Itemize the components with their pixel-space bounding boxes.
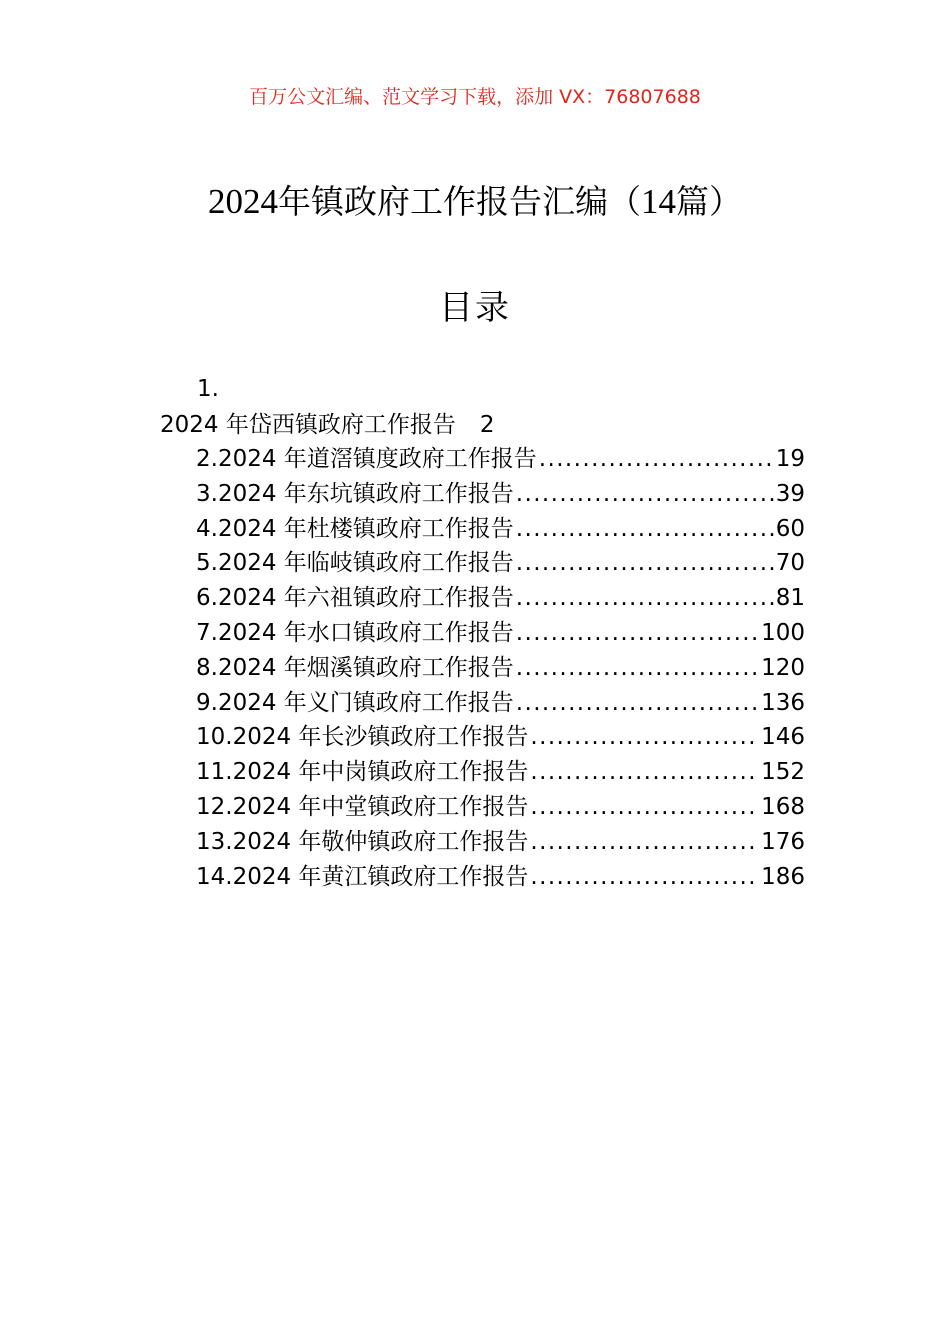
title-text: 年镇政府工作报告汇编（ [278,182,641,221]
toc-leader-dots [516,546,774,581]
toc-entry[interactable] [196,825,805,860]
toc-entry-title: 2024 年岱西镇政府工作报告 [160,412,456,438]
toc-entry-title: 4.2024 年杜楼镇政府工作报告 [196,515,514,542]
toc-entry-title: 8.2024 年烟溪镇政府工作报告 [196,654,514,681]
toc-entry-title: 14.2024 年黄江镇政府工作报告 [196,863,529,890]
toc-entry[interactable] [196,616,805,651]
toc-entry-page: 152 [761,759,805,786]
toc-entry[interactable] [196,686,805,721]
toc-entry-page: 146 [761,724,805,751]
toc-entry[interactable] [196,442,805,477]
toc-entry-title: 3.2024 年东坑镇政府工作报告 [196,480,514,507]
toc-leader-dots [530,790,759,825]
toc-leader-dots [516,651,759,686]
title-year: 2024 [208,182,278,221]
toc-entry[interactable] [196,512,805,547]
toc-leader-dots [530,825,759,860]
toc-leader-dots [516,477,774,512]
toc-entry-page: 100 [761,619,805,646]
toc-entry-page: 81 [775,585,805,612]
document-title [0,178,950,226]
toc-entry-page: 168 [761,793,805,820]
toc-leader-dots [516,512,774,547]
toc-entry-title: 13.2024 年敬仲镇政府工作报告 [196,828,529,855]
toc-entry-title: 5.2024 年临岐镇政府工作报告 [196,550,514,577]
toc-list [196,442,805,894]
toc-entry[interactable] [196,651,805,686]
toc-entry-title: 6.2024 年六祖镇政府工作报告 [196,585,514,612]
toc-entry[interactable] [196,755,805,790]
toc-entry[interactable] [196,581,805,616]
toc-leader-dots [530,720,759,755]
toc-entry-title: 11.2024 年中岗镇政府工作报告 [196,759,529,786]
title-tail: 篇） [676,182,742,221]
toc-entry[interactable] [196,546,805,581]
toc-entry-title: 10.2024 年长沙镇政府工作报告 [196,724,529,751]
toc-entry-page: 176 [761,828,805,855]
watermark-text: 百万公文汇编、范文学习下载，添加 VX：76807688 [249,86,701,108]
toc-leader-dots [530,860,759,895]
toc-entry-title: 7.2024 年水口镇政府工作报告 [196,619,514,646]
toc-entry-page: 19 [775,446,805,472]
toc-heading: 目录 [439,288,511,328]
toc-entry-page: 39 [775,480,805,507]
toc-entry[interactable] [196,720,805,755]
toc-entry-page: 70 [775,550,805,577]
toc-entry[interactable] [196,790,805,825]
toc-entry[interactable] [196,477,805,512]
toc-entry-page: 60 [775,515,805,542]
toc-entry-page: 186 [761,863,805,890]
toc-entry[interactable] [196,860,805,895]
toc-entry-1[interactable] [160,408,495,442]
title-count: 14 [641,182,676,221]
toc-leader-dots [530,755,759,790]
toc-leader-dots [516,616,759,651]
toc-leader-dots [516,686,759,721]
toc-leader-dots [516,581,774,616]
toc-leader-dots [539,442,774,477]
toc-entry-page: 120 [761,654,805,681]
toc-entry-page: 136 [761,689,805,716]
toc-entry-title: 2.2024 年道滘镇度政府工作报告 [196,446,537,472]
toc-entry-page: 2 [479,412,495,438]
toc-entry-title: 9.2024 年义门镇政府工作报告 [196,689,514,716]
toc-entry-title: 12.2024 年中堂镇政府工作报告 [196,793,529,820]
toc-entry-1-number[interactable]: 1. [197,376,219,402]
